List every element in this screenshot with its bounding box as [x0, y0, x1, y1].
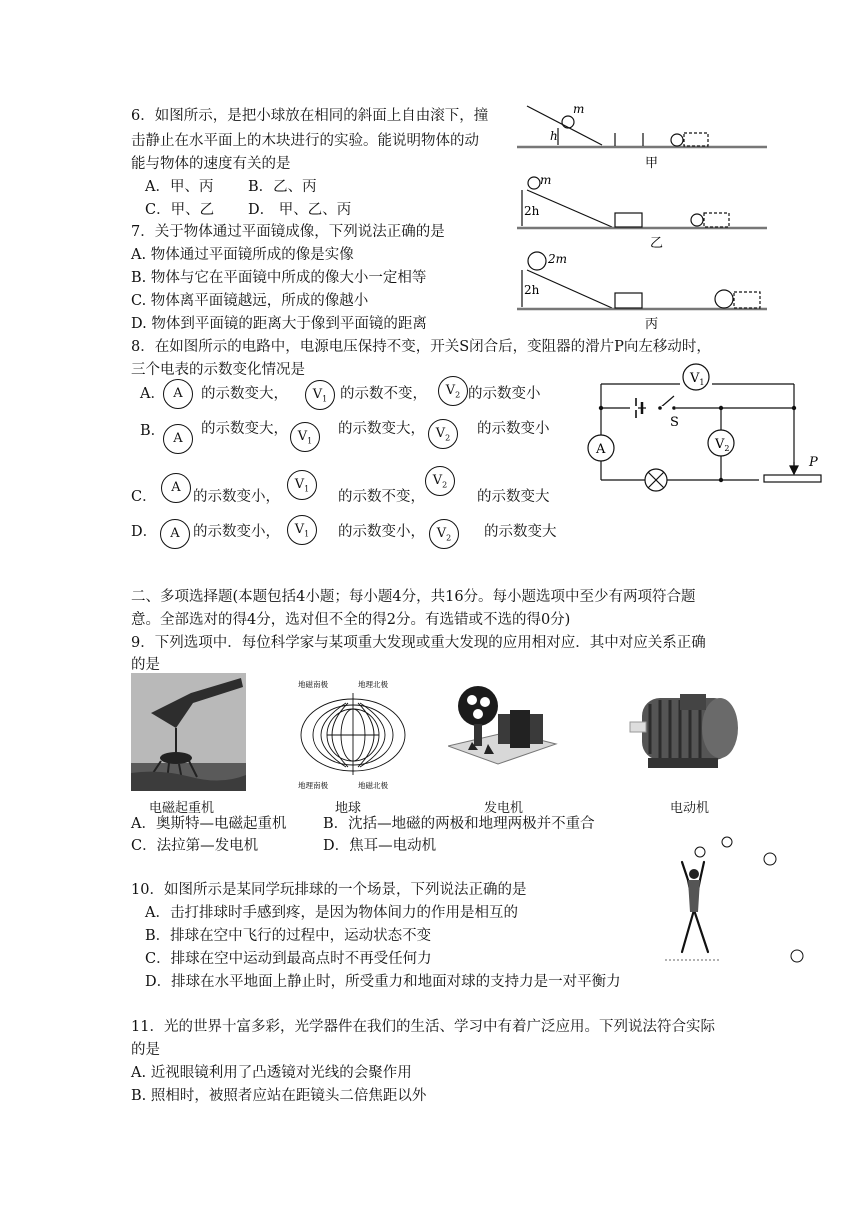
voltmeter-v1-symbol: $V_1$: [290, 422, 320, 452]
ammeter-symbol: A: [161, 473, 191, 503]
ammeter-symbol: A: [160, 519, 190, 549]
q11-stem-line2: 的是: [131, 1042, 160, 1058]
q8-option-c-label: C．: [131, 489, 157, 505]
q8-option-c-text2: 的示数不变，: [338, 489, 425, 505]
q6-label-yi: 乙: [650, 236, 664, 251]
q8-option-b-text2: 的示数变大，: [338, 421, 425, 437]
q8-option-a-text3: 的示数变小: [468, 386, 541, 402]
q8-option-b-label: B．: [140, 423, 166, 439]
q6-stem-line2: 击静止在水平面上的木块进行的实验。能说明物体的动: [131, 133, 479, 149]
earth-label-3: 地理南极: [298, 781, 328, 790]
q8-option-b-text1: 的示数变大，: [201, 421, 288, 437]
voltmeter-v2-symbol: $V_2$: [428, 419, 458, 449]
q7-stem: 7．关于物体通过平面镜成像，下列说法正确的是: [131, 224, 445, 240]
earth-label-1: 地磁南极: [298, 680, 328, 689]
q6-option-a: A．甲、丙: [145, 179, 214, 195]
circuit-ammeter-label: A: [596, 442, 606, 457]
voltmeter-v2-symbol: $V_2$: [438, 376, 468, 406]
q8-option-d-text2: 的示数变小，: [338, 524, 425, 540]
q8-option-d-text1: 的示数变小，: [193, 524, 280, 540]
caption-earth: 地球: [335, 801, 362, 816]
q6-stem-line3: 能与物体的速度有关的是: [131, 156, 291, 172]
electromagnetic-crane-image: [131, 673, 246, 791]
voltmeter-v1-symbol: $V_1$: [305, 380, 335, 410]
caption-motor: 电动机: [670, 801, 710, 816]
caption-generator: 发电机: [484, 801, 524, 816]
q8-option-a-text2: 的示数不变，: [340, 386, 427, 402]
earth-label-4: 地磁北极: [358, 781, 388, 790]
q9-option-d: D．焦耳—电动机: [323, 838, 437, 854]
voltmeter-v2-symbol: $V_2$: [425, 466, 455, 496]
q6-option-b: B．乙、丙: [248, 179, 317, 195]
circuit-v1-label: $V_1$: [690, 371, 705, 387]
q6-stem-line1: 6．如图所示，是把小球放在相同的斜面上自由滚下，撞: [131, 108, 489, 124]
q6-label-2m: 2m: [548, 252, 568, 266]
generator-image: [448, 684, 558, 779]
q6-label-2h-2: 2h: [524, 283, 540, 297]
q6-option-c: C．甲、乙: [145, 202, 215, 218]
q8-option-d-label: D．: [131, 524, 158, 540]
volleyball-player-image: [660, 832, 810, 967]
q8-option-c-text3: 的示数变大: [477, 489, 550, 505]
q7-option-a: A. 物体通过平面镜所成的像是实像: [131, 247, 354, 263]
q8-option-b-text3: 的示数变小: [477, 421, 550, 437]
q10-option-a: A．击打排球时手感到疼，是因为物体间力的作用是相互的: [145, 905, 518, 921]
q10-stem: 10．如图所示是某同学玩排球的一个场景，下列说法正确的是: [131, 882, 527, 898]
q9-option-a: A．奥斯特—电磁起重机: [131, 816, 287, 832]
electric-motor-image: [622, 690, 742, 775]
q10-option-c: C．排球在空中运动到最高点时不再受任何力: [145, 951, 432, 967]
section2-instructions-line1: 二、多项选择题(本题包括4小题；每小题4分，共16分。每小题选项中至少有两项符合题: [131, 589, 696, 605]
q6-label-m1: m: [573, 102, 585, 116]
circuit-switch-label: S: [670, 415, 679, 430]
ammeter-symbol: A: [163, 379, 193, 409]
q7-option-b: B. 物体与它在平面镜中所成的像大小一定相等: [131, 270, 427, 286]
q8-stem-line2: 三个电表的示数变化情况是: [131, 362, 305, 378]
section2-instructions-line2: 意。全部选对的得4分，选对但不全的得2分。有选错或不选的得0分): [131, 612, 571, 628]
q10-option-d: D．排球在水平地面上静止时，所受重力和地面对球的支持力是一对平衡力: [145, 974, 621, 990]
q7-option-d: D. 物体到平面镜的距离大于像到平面镜的距离: [131, 316, 427, 332]
ammeter-symbol: A: [163, 424, 193, 454]
voltmeter-v1-symbol: $V_1$: [287, 515, 317, 545]
q8-option-a-text1: 的示数变大，: [201, 386, 288, 402]
circuit-slider-label: P: [809, 455, 818, 470]
q11-option-a: A. 近视眼镜利用了凸透镜对光线的会聚作用: [131, 1065, 412, 1081]
q8-stem-line1: 8．在如图所示的电路中，电源电压保持不变，开关S闭合后，变阻器的滑片P向左移动时，: [131, 339, 711, 355]
q6-option-d: D． 甲、乙、丙: [248, 202, 352, 218]
q8-option-a-label: A．: [140, 386, 165, 402]
circuit-v2-label: $V_2$: [715, 437, 730, 453]
earth-label-2: 地理北极: [358, 680, 388, 689]
q8-option-d-text3: 的示数变大: [484, 524, 557, 540]
voltmeter-v2-symbol: $V_2$: [429, 519, 459, 549]
q8-circuit-diagram: [584, 362, 829, 492]
q6-label-bing: 丙: [645, 317, 659, 332]
q9-stem-line1: 9．下列选项中．每位科学家与某项重大发现或重大发现的应用相对应．其中对应关系正确: [131, 635, 706, 651]
q6-label-jia: 甲: [645, 156, 659, 171]
earth-magnetic-field-image: [296, 673, 411, 791]
q6-incline-figure: [512, 100, 772, 335]
q9-option-b: B．沈括—地磁的两极和地理两极并不重合: [323, 816, 595, 832]
q6-label-2h-1: 2h: [524, 204, 540, 218]
q10-option-b: B．排球在空中飞行的过程中，运动状态不变: [145, 928, 432, 944]
q11-stem-line1: 11．光的世界十富多彩，光学器件在我们的生活、学习中有着广泛应用。下列说法符合实际: [131, 1019, 715, 1035]
caption-crane: 电磁起重机: [149, 801, 215, 816]
q6-label-h: h: [550, 129, 558, 143]
q9-option-c: C．法拉第—发电机: [131, 838, 259, 854]
q9-stem-line2: 的是: [131, 657, 160, 673]
q7-option-c: C. 物体离平面镜越远，所成的像越小: [131, 293, 369, 309]
q11-option-b: B. 照相时，被照者应站在距镜头二倍焦距以外: [131, 1088, 427, 1104]
q8-option-c-text1: 的示数变小，: [193, 489, 280, 505]
voltmeter-v1-symbol: $V_1$: [287, 470, 317, 500]
q6-label-m2: m: [540, 173, 552, 187]
